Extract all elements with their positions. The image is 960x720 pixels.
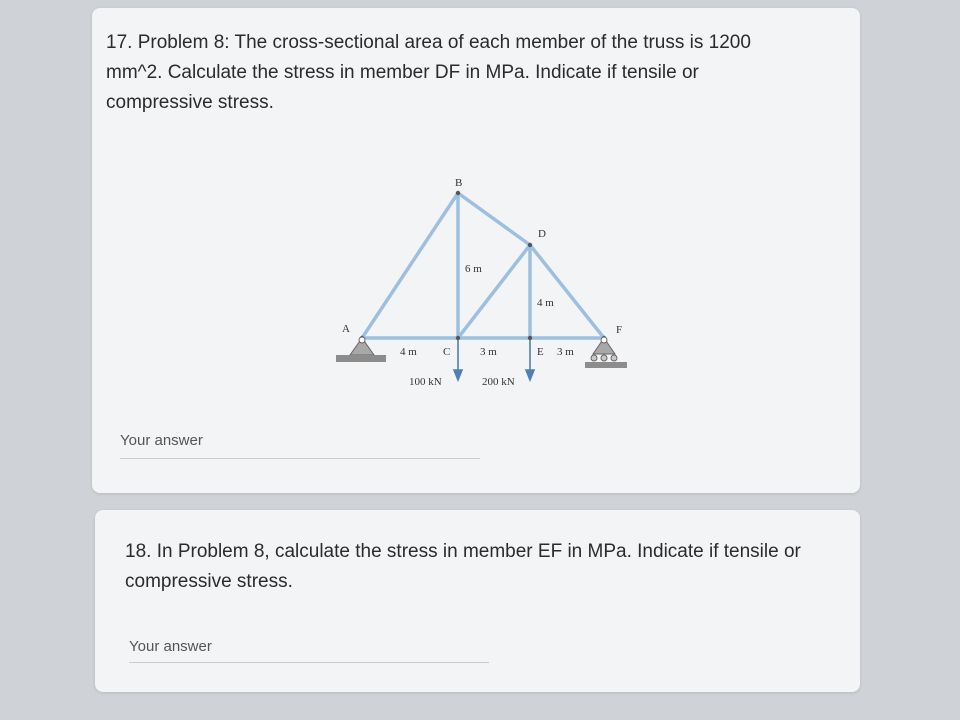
node-label-a: A	[342, 323, 350, 335]
member-cd	[458, 245, 530, 338]
dim-label-ef: 3 m	[557, 346, 574, 358]
answer-17-input[interactable]: Your answer	[120, 432, 203, 449]
load-label-e: 200 kN	[482, 376, 515, 388]
answer-18-input[interactable]: Your answer	[129, 638, 212, 655]
joint-d	[528, 243, 532, 247]
question-17-title: 17. Problem 8: The cross-sectional area of each member of the truss is 1200 mm^2. Calculate the stress in member DF in MPa. Indicate if tensile or compressive stress.	[106, 32, 751, 113]
load-label-c: 100 kN	[409, 376, 442, 388]
dim-label-de: 4 m	[537, 297, 554, 309]
answer-18-underline	[129, 662, 489, 663]
question-18-card	[95, 510, 860, 692]
truss-members	[362, 193, 604, 338]
dim-label-ac: 4 m	[400, 346, 417, 358]
dim-label-ce: 3 m	[480, 346, 497, 358]
member-bd	[458, 193, 530, 245]
dim-label-bc: 6 m	[465, 263, 482, 275]
pin-support-a	[336, 337, 386, 362]
joint-c	[456, 336, 460, 340]
joint-b	[456, 191, 460, 195]
node-label-d: D	[538, 228, 546, 240]
member-df	[530, 245, 604, 338]
member-ab	[362, 193, 458, 338]
node-label-b: B	[455, 177, 463, 189]
roller-support-f	[585, 337, 627, 368]
node-label-e: E	[537, 346, 544, 358]
node-label-c: C	[443, 346, 451, 358]
node-label-f: F	[616, 324, 623, 336]
joint-e	[528, 336, 532, 340]
question-18-title: 18. In Problem 8, calculate the stress in member EF in MPa. Indicate if tensile or compressive stress.	[125, 541, 801, 592]
